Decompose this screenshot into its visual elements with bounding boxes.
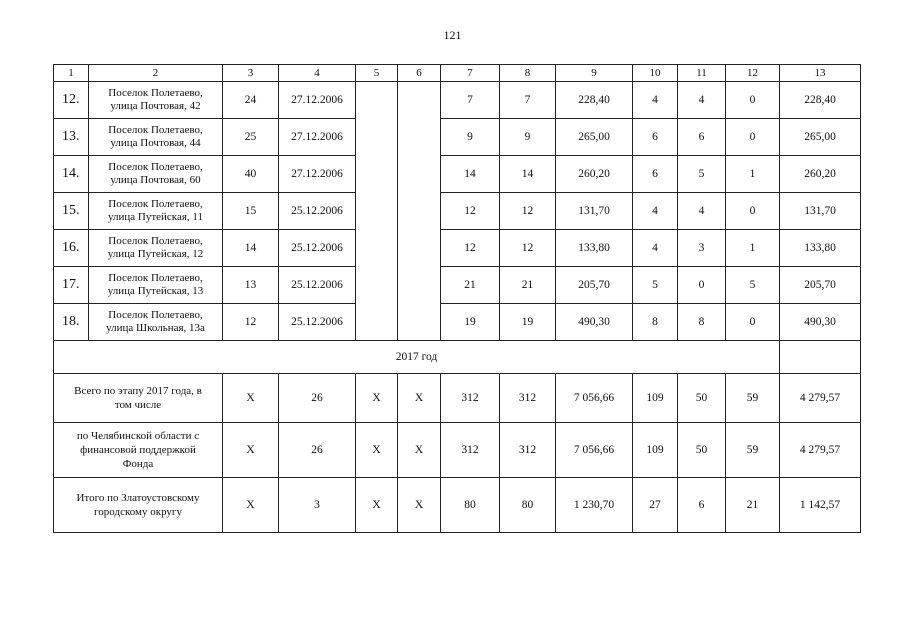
page-number: 121 xyxy=(443,28,462,42)
text-line: том числе xyxy=(114,399,162,411)
cell-col5: Х xyxy=(356,423,398,478)
row-number: 14. xyxy=(54,156,89,193)
cell-col8: 12 xyxy=(500,230,556,267)
address-cell xyxy=(89,304,223,341)
cell-col8: 7 xyxy=(500,82,556,119)
address-cell xyxy=(89,193,223,230)
column-number: 11 xyxy=(678,65,726,82)
cell-col3: 25 xyxy=(223,119,279,156)
cell-col9: 133,80 xyxy=(556,230,633,267)
text-line: Поселок Полетаево, xyxy=(108,309,203,321)
row-number: 16. xyxy=(54,230,89,267)
cell-col12: 0 xyxy=(726,119,780,156)
cell-col7: 12 xyxy=(441,193,500,230)
cell-col12: 59 xyxy=(726,423,780,478)
cell-col11: 8 xyxy=(678,304,726,341)
cell-col9: 7 056,66 xyxy=(556,374,633,423)
column-number: 12 xyxy=(726,65,780,82)
row-number: 13. xyxy=(54,119,89,156)
cell-col8: 9 xyxy=(500,119,556,156)
table-row xyxy=(54,304,861,341)
cell-col10: 27 xyxy=(633,478,678,533)
cell-col12: 0 xyxy=(726,304,780,341)
text-line: финансовой поддержкой xyxy=(80,444,196,456)
cell-col13: 1 142,57 xyxy=(780,478,861,533)
year-heading-row xyxy=(54,341,861,374)
totals-label xyxy=(54,374,223,423)
cell-col10: 5 xyxy=(633,267,678,304)
cell-col6 xyxy=(398,82,441,341)
year-heading: 2017 год xyxy=(54,341,780,374)
address-cell xyxy=(89,230,223,267)
cell-col6: Х xyxy=(398,374,441,423)
cell-col4: 27.12.2006 xyxy=(279,82,356,119)
cell-col6: Х xyxy=(398,423,441,478)
cell-col3: 24 xyxy=(223,82,279,119)
text-line: Поселок Полетаево, xyxy=(108,161,203,173)
text-line: улица Почтовая, 60 xyxy=(110,174,201,186)
cell-col8: 80 xyxy=(500,478,556,533)
text-line: Поселок Полетаево, xyxy=(108,198,203,210)
cell-col8: 19 xyxy=(500,304,556,341)
cell-col4: 27.12.2006 xyxy=(279,156,356,193)
cell-col7: 9 xyxy=(441,119,500,156)
cell-col3: Х xyxy=(223,423,279,478)
cell-col9: 131,70 xyxy=(556,193,633,230)
cell-col7: 312 xyxy=(441,423,500,478)
cell-col11: 0 xyxy=(678,267,726,304)
row-number: 18. xyxy=(54,304,89,341)
cell-col4: 25.12.2006 xyxy=(279,304,356,341)
table-row xyxy=(54,193,861,230)
column-number: 1 xyxy=(54,65,89,82)
row-number: 12. xyxy=(54,82,89,119)
column-number: 6 xyxy=(398,65,441,82)
totals-row xyxy=(54,478,861,533)
cell-col4: 27.12.2006 xyxy=(279,119,356,156)
cell-col7: 80 xyxy=(441,478,500,533)
cell-col13: 133,80 xyxy=(780,230,861,267)
cell-col4: 25.12.2006 xyxy=(279,193,356,230)
cell-col10: 109 xyxy=(633,423,678,478)
text-line: улица Путейская, 12 xyxy=(107,248,204,260)
cell-col9: 265,00 xyxy=(556,119,633,156)
cell-col5: Х xyxy=(356,478,398,533)
cell-col9: 260,20 xyxy=(556,156,633,193)
cell-col10: 109 xyxy=(633,374,678,423)
text-line: улица Почтовая, 44 xyxy=(110,137,201,149)
cell-col7: 7 xyxy=(441,82,500,119)
table-row xyxy=(54,119,861,156)
table-row xyxy=(54,230,861,267)
cell-col7: 21 xyxy=(441,267,500,304)
cell-col12: 0 xyxy=(726,193,780,230)
cell-col3: Х xyxy=(223,478,279,533)
text-line: Поселок Полетаево, xyxy=(108,124,203,136)
totals-row xyxy=(54,374,861,423)
table-row xyxy=(54,156,861,193)
cell-col11: 4 xyxy=(678,82,726,119)
cell-col7: 312 xyxy=(441,374,500,423)
cell-col13: 4 279,57 xyxy=(780,374,861,423)
cell-col13 xyxy=(780,341,861,374)
column-number: 9 xyxy=(556,65,633,82)
table-row xyxy=(54,82,861,119)
column-number: 2 xyxy=(89,65,223,82)
text-line: Фонда xyxy=(122,458,154,470)
column-number-row xyxy=(54,65,861,82)
cell-col5 xyxy=(356,82,398,341)
housing-register-table xyxy=(53,64,861,533)
text-line: Поселок Полетаево, xyxy=(108,235,203,247)
totals-row xyxy=(54,423,861,478)
cell-col11: 4 xyxy=(678,193,726,230)
cell-col4: 25.12.2006 xyxy=(279,267,356,304)
cell-col9: 205,70 xyxy=(556,267,633,304)
cell-col4: 26 xyxy=(279,374,356,423)
cell-col11: 3 xyxy=(678,230,726,267)
cell-col13: 4 279,57 xyxy=(780,423,861,478)
cell-col10: 4 xyxy=(633,193,678,230)
cell-col12: 1 xyxy=(726,230,780,267)
text-line: улица Путейская, 11 xyxy=(107,211,204,223)
cell-col9: 490,30 xyxy=(556,304,633,341)
cell-col10: 8 xyxy=(633,304,678,341)
cell-col12: 21 xyxy=(726,478,780,533)
text-line: городскому округу xyxy=(94,506,182,518)
text-line: по Челябинской области с xyxy=(76,430,200,442)
cell-col3: 14 xyxy=(223,230,279,267)
cell-col11: 6 xyxy=(678,119,726,156)
cell-col11: 5 xyxy=(678,156,726,193)
cell-col12: 1 xyxy=(726,156,780,193)
table-row xyxy=(54,267,861,304)
column-number: 5 xyxy=(356,65,398,82)
cell-col7: 12 xyxy=(441,230,500,267)
cell-col8: 21 xyxy=(500,267,556,304)
cell-col3: 12 xyxy=(223,304,279,341)
column-number: 8 xyxy=(500,65,556,82)
column-number: 4 xyxy=(279,65,356,82)
totals-label xyxy=(54,478,223,533)
column-number: 13 xyxy=(780,65,861,82)
cell-col10: 6 xyxy=(633,119,678,156)
address-cell xyxy=(89,119,223,156)
cell-col10: 6 xyxy=(633,156,678,193)
text-line: улица Путейская, 13 xyxy=(107,285,204,297)
cell-col4: 26 xyxy=(279,423,356,478)
cell-col8: 312 xyxy=(500,374,556,423)
cell-col13: 228,40 xyxy=(780,82,861,119)
cell-col8: 312 xyxy=(500,423,556,478)
row-number: 17. xyxy=(54,267,89,304)
cell-col13: 260,20 xyxy=(780,156,861,193)
address-cell xyxy=(89,267,223,304)
cell-col12: 5 xyxy=(726,267,780,304)
column-number: 7 xyxy=(441,65,500,82)
totals-label xyxy=(54,423,223,478)
cell-col13: 490,30 xyxy=(780,304,861,341)
cell-col10: 4 xyxy=(633,82,678,119)
cell-col11: 50 xyxy=(678,423,726,478)
cell-col4: 25.12.2006 xyxy=(279,230,356,267)
cell-col3: 40 xyxy=(223,156,279,193)
text-line: улица Почтовая, 42 xyxy=(110,100,201,112)
cell-col3: Х xyxy=(223,374,279,423)
cell-col8: 12 xyxy=(500,193,556,230)
cell-col9: 228,40 xyxy=(556,82,633,119)
cell-col11: 6 xyxy=(678,478,726,533)
address-cell xyxy=(89,156,223,193)
text-line: Итого по Златоустовскому xyxy=(76,492,200,504)
cell-col3: 13 xyxy=(223,267,279,304)
text-line: Всего по этапу 2017 года, в xyxy=(74,385,202,397)
cell-col8: 14 xyxy=(500,156,556,193)
cell-col7: 14 xyxy=(441,156,500,193)
cell-col3: 15 xyxy=(223,193,279,230)
address-cell xyxy=(89,82,223,119)
cell-col13: 131,70 xyxy=(780,193,861,230)
cell-col12: 0 xyxy=(726,82,780,119)
column-number: 10 xyxy=(633,65,678,82)
cell-col13: 205,70 xyxy=(780,267,861,304)
cell-col6: Х xyxy=(398,478,441,533)
text-line: улица Школьная, 13а xyxy=(106,322,205,334)
text-line: Поселок Полетаево, xyxy=(108,272,203,284)
cell-col4: 3 xyxy=(279,478,356,533)
cell-col7: 19 xyxy=(441,304,500,341)
column-number: 3 xyxy=(223,65,279,82)
text-line: Поселок Полетаево, xyxy=(108,87,203,99)
cell-col12: 59 xyxy=(726,374,780,423)
row-number: 15. xyxy=(54,193,89,230)
cell-col13: 265,00 xyxy=(780,119,861,156)
cell-col5: Х xyxy=(356,374,398,423)
cell-col9: 1 230,70 xyxy=(556,478,633,533)
cell-col9: 7 056,66 xyxy=(556,423,633,478)
cell-col10: 4 xyxy=(633,230,678,267)
cell-col11: 50 xyxy=(678,374,726,423)
